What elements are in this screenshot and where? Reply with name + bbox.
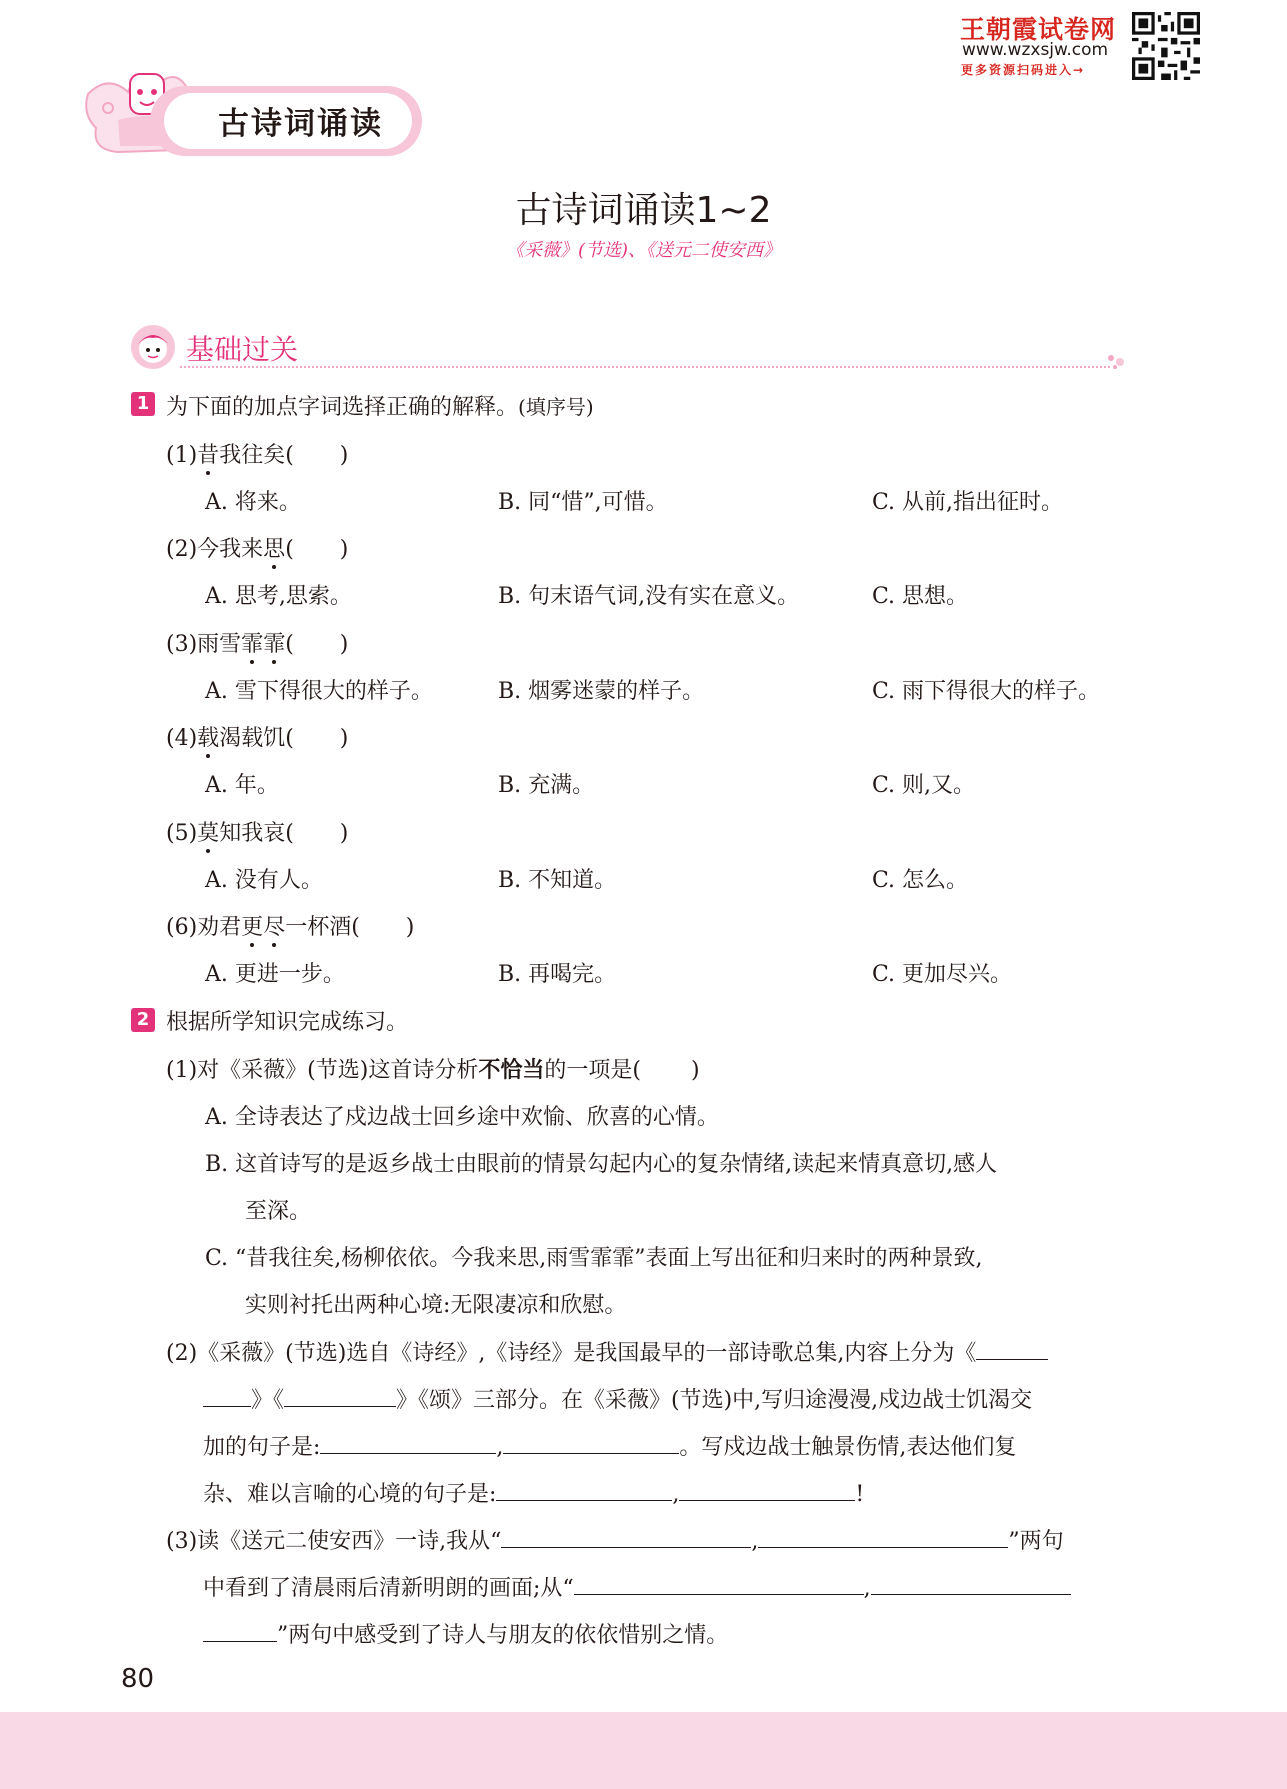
q1-item-3-option-b: B. 烟雾迷蒙的样子。 xyxy=(498,679,705,704)
q1-item-6-option-a: A. 更进一步。 xyxy=(205,962,345,987)
brand-tip: 更多资源扫码进入→ xyxy=(961,63,1086,77)
q1-item-6-text: 一杯酒( xyxy=(285,915,360,940)
fill-blank-input[interactable] xyxy=(758,1527,1008,1548)
q1-item-1-text: 我往矣( xyxy=(219,443,294,468)
q1-item-5-option-b: B. 不知道。 xyxy=(498,868,617,893)
dotted-character: 霏 xyxy=(241,627,263,658)
q1-item-6-option-c: C. 更加尽兴。 xyxy=(872,962,1013,987)
q2-part-3-text: , xyxy=(863,1576,871,1601)
q2-part-3-line-2 xyxy=(203,1571,1071,1602)
q2-part-1-option-c-line-1: C. “昔我往矣,杨柳依依。今我来思,雨雪霏霏”表面上写出征和归来时的两种景致, xyxy=(205,1246,983,1271)
q2-part-1-emphasis: 不恰当 xyxy=(478,1058,545,1083)
fill-blank-input[interactable] xyxy=(501,1527,751,1548)
question-number-1: 1 xyxy=(131,392,155,416)
q1-item-4-option-a: A. 年。 xyxy=(205,773,279,798)
page-number: 80 xyxy=(121,1664,155,1694)
q1-item-2-dotted-word: 思 xyxy=(263,532,285,563)
fill-blank-input[interactable] xyxy=(503,1433,679,1454)
q1-item-5-option-a: A. 没有人。 xyxy=(205,868,323,893)
q1-item-3-dotted-word xyxy=(241,632,285,657)
q1-item-3 xyxy=(166,627,348,658)
q1-item-1 xyxy=(166,438,348,469)
q2-part-1 xyxy=(166,1053,700,1084)
q2-part-1-option-a: A. 全诗表达了戍边战士回乡途中欢愉、欣喜的心情。 xyxy=(205,1105,719,1130)
q2-part-3-text: , xyxy=(751,1529,759,1554)
q2-part-2-text: 加的句子是: xyxy=(203,1435,321,1460)
q1-item-6-prefix: (6)劝君 xyxy=(166,915,242,940)
fill-blank-input[interactable] xyxy=(320,1433,496,1454)
fill-blank-input[interactable] xyxy=(871,1574,1071,1595)
question-1-note: (填序号) xyxy=(518,395,594,419)
q1-item-4-option-b: B. 充满。 xyxy=(498,773,595,798)
q2-part-2-text: 》《 xyxy=(251,1388,285,1413)
q1-item-4-dotted-word: 载 xyxy=(197,721,219,752)
brand-name: 王朝霞试卷网 xyxy=(960,15,1117,44)
brand-url[interactable]: www.wzxsjw.com xyxy=(962,40,1109,60)
q1-item-6 xyxy=(166,910,414,941)
question-1-heading xyxy=(166,390,594,421)
q2-part-1-text: (1)对《采薇》(节选)这首诗分析 xyxy=(166,1058,479,1083)
q1-item-4 xyxy=(166,721,348,752)
section-divider xyxy=(180,366,1110,368)
fill-blank-input[interactable] xyxy=(496,1480,672,1501)
q1-item-3-prefix: (3)雨雪 xyxy=(166,632,242,657)
q1-item-6-close: ) xyxy=(405,915,415,940)
q1-item-6-option-b: B. 再喝完。 xyxy=(498,962,617,987)
fill-blank-input[interactable] xyxy=(203,1386,251,1407)
q2-part-2-text: (2)《采薇》(节选)选自《诗经》,《诗经》是我国最早的一部诗歌总集,内容上分为《 xyxy=(166,1341,977,1366)
q1-item-3-text: ( xyxy=(285,632,294,657)
q1-item-3-option-a: A. 雪下得很大的样子。 xyxy=(205,679,433,704)
q2-part-2-line-1 xyxy=(166,1336,1048,1367)
q2-part-1-option-b-line-2: 至深。 xyxy=(245,1199,312,1224)
q2-part-1-close: ) xyxy=(690,1058,700,1083)
q1-item-2-close: ) xyxy=(339,537,349,562)
question-2-heading: 根据所学知识完成练习。 xyxy=(166,1010,409,1035)
q1-item-5-text: 知我哀( xyxy=(219,821,294,846)
q2-part-1-text-end: 的一项是( xyxy=(544,1058,641,1083)
fill-blank-input[interactable] xyxy=(679,1480,855,1501)
q1-item-5-dotted-word: 莫 xyxy=(197,816,219,847)
fill-blank-input[interactable] xyxy=(976,1339,1048,1360)
q1-item-5-option-c: C. 怎么。 xyxy=(872,868,969,893)
q1-item-3-close: ) xyxy=(339,632,349,657)
section-dots-decoration xyxy=(1106,350,1130,370)
q2-part-3-text: ”两句 xyxy=(1008,1529,1064,1554)
q1-item-2-option-a: A. 思考,思索。 xyxy=(205,584,352,609)
q2-part-2-text: , xyxy=(496,1435,504,1460)
section-girl-icon xyxy=(130,324,176,370)
q1-item-1-option-b: B. 同“惜”,可惜。 xyxy=(498,490,668,515)
q1-item-1-close: ) xyxy=(339,443,349,468)
q1-item-1-dotted-word: 昔 xyxy=(197,438,219,469)
q2-part-3-text: 中看到了清晨雨后清新明朗的画面;从“ xyxy=(203,1576,574,1601)
q1-item-5 xyxy=(166,816,348,847)
q1-item-1-option-a: A. 将来。 xyxy=(205,490,301,515)
fill-blank-input[interactable] xyxy=(203,1621,277,1642)
dotted-character: 尽 xyxy=(263,910,285,941)
q1-item-2-option-c: C. 思想。 xyxy=(872,584,969,609)
q2-part-3-text: ”两句中感受到了诗人与朋友的依依惜别之情。 xyxy=(277,1623,729,1648)
q2-part-2-text: 。写戍边战士触景伤情,表达他们复 xyxy=(679,1435,1017,1460)
q2-part-2-text: 杂、难以言喻的心境的句子是: xyxy=(203,1482,497,1507)
q2-part-1-option-b-line-1: B. 这首诗写的是返乡战士由眼前的情景勾起内心的复杂情绪,读起来情真意切,感人 xyxy=(205,1152,998,1177)
page-title: 古诗词诵读1~2 xyxy=(515,190,772,231)
q2-part-2-line-2 xyxy=(203,1383,1032,1414)
q2-part-3-line-3 xyxy=(203,1618,728,1649)
q1-item-2-prefix: (2)今我来 xyxy=(166,537,264,562)
q1-item-2-option-b: B. 句末语气词,没有实在意义。 xyxy=(498,584,800,609)
section-title: 基础过关 xyxy=(186,333,299,366)
fill-blank-input[interactable] xyxy=(574,1574,864,1595)
header-banner-label: 古诗词诵读 xyxy=(218,106,383,142)
dotted-character: 霏 xyxy=(263,627,285,658)
question-1-text: 为下面的加点字词选择正确的解释。 xyxy=(166,395,519,420)
q1-item-3-option-c: C. 雨下得很大的样子。 xyxy=(872,679,1101,704)
q2-part-2-text: , xyxy=(672,1482,680,1507)
q1-item-4-text: 渴载饥( xyxy=(219,726,294,751)
dotted-character: 更 xyxy=(241,910,263,941)
q1-item-1-prefix: (1) xyxy=(166,443,198,468)
q2-part-2-line-3 xyxy=(203,1430,1016,1461)
question-number-2: 2 xyxy=(131,1008,155,1032)
page-subtitle: 《采薇》(节选)、《送元二使安西》 xyxy=(505,240,782,261)
q2-part-3-text: (3)读《送元二使安西》一诗,我从“ xyxy=(166,1529,502,1554)
q2-part-1-option-c-line-2: 实则衬托出两种心境:无限凄凉和欣慰。 xyxy=(245,1293,627,1318)
q1-item-2 xyxy=(166,532,348,563)
qr-code-icon[interactable] xyxy=(1132,12,1200,80)
q1-item-4-prefix: (4) xyxy=(166,726,198,751)
q1-item-5-prefix: (5) xyxy=(166,821,198,846)
q1-item-2-text: ( xyxy=(285,537,294,562)
q2-part-3-line-1 xyxy=(166,1524,1064,1555)
q1-item-1-option-c: C. 从前,指出征时。 xyxy=(872,490,1064,515)
q2-part-2-text: ! xyxy=(855,1482,865,1507)
q2-part-2-text: 》《颂》三部分。在《采薇》(节选)中,写归途漫漫,戍边战士饥渴交 xyxy=(396,1388,1033,1413)
fill-blank-input[interactable] xyxy=(284,1386,396,1407)
q2-part-2-line-4 xyxy=(203,1477,864,1508)
q1-item-4-close: ) xyxy=(339,726,349,751)
q1-item-4-option-c: C. 则,又。 xyxy=(872,773,976,798)
q1-item-6-dotted-word xyxy=(241,915,285,940)
q1-item-5-close: ) xyxy=(339,821,349,846)
footer-band xyxy=(0,1712,1287,1789)
